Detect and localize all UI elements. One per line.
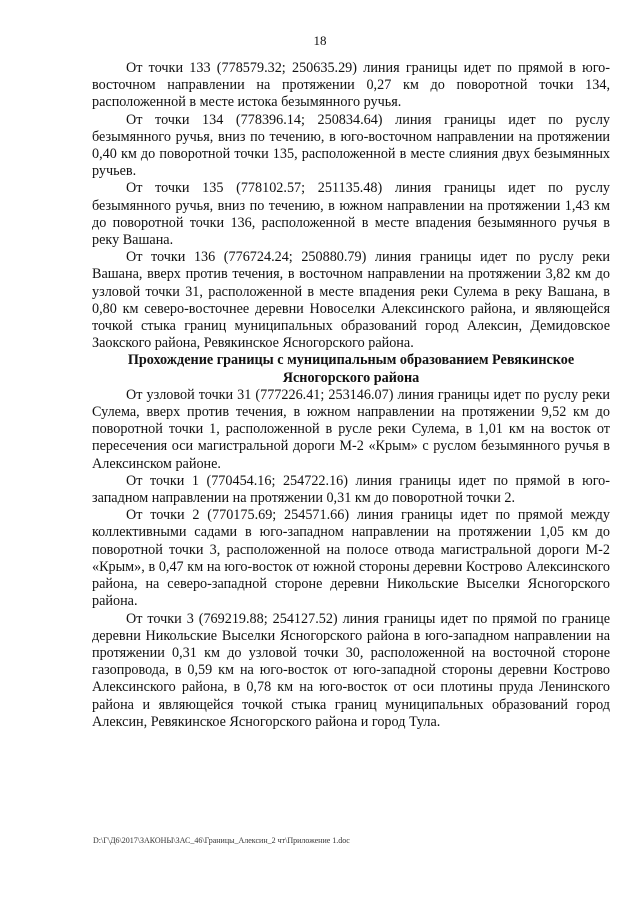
- paragraph-node-31: От узловой точки 31 (777226.41; 253146.07) линия границы идет по руслу реки Сулема, вверх против течения, в южном направлении на протяжении 9,52 км до поворотной точки 1, расположенной в русле реки Сулема, в 1,01 км на восток от пересечения оси магистральной дороги М-2 «Крым» с руслом безымянного ручья в Алексинском районе.: [92, 386, 610, 472]
- paragraph-point-136: От точки 136 (776724.24; 250880.79) линия границы идет по руслу реки Вашана, вверх против течения, в восточном направлении на протяжении 3,82 км до узловой точки 31, расположенной в месте впадения реки Сулема в реку Вашана, в 0,80 км северо-восточнее деревни Новоселки Алексинского района, и являющейся точкой стыка границ муниципальных образований город Алексин, Демидовское Заокского района, Ревякинское Ясногорского района.: [92, 249, 610, 352]
- document-body: [92, 60, 610, 731]
- paragraph-point-135: От точки 135 (778102.57; 251135.48) линия границы идет по руслу безымянного ручья, вниз по течению, в южном направлении на протяжении 1,43 км до поворотной точки 136, расположенной в месте впадения безымянного ручья в реку Вашана.: [92, 180, 610, 249]
- section-heading: Прохождение границы с муниципальным образованием Ревякинское Ясногорского района: [127, 352, 575, 386]
- paragraph-point-3: От точки 3 (769219.88; 254127.52) линия границы идет по прямой по границе деревни Никольские Выселки Ясногорского района в юго-западном направлении на протяжении 0,31 км до узловой точки 30, расположенной на восточной стороне газопровода, в 0,59 км на юго-восток от юго-западной стороны деревни Кострово Алексинского района, в 0,78 км на юго-восток от оси плотины пруда Ленинского района и являющейся точкой стыка границ муниципальных образований город Алексин, Ревякинское Ясногорского района и город Тула.: [92, 610, 610, 730]
- paragraph-point-1: От точки 1 (770454.16; 254722.16) линия границы идет по прямой в юго-западном направлении на протяжении 0,31 км до поворотной точки 2.: [92, 472, 610, 507]
- footer-file-path: D:\Г\Д6\2017\ЗАКОНЫ\ЗАС_46\Границы_Алексин_2 чт\Приложение 1.doc: [93, 836, 350, 845]
- page-number: 18: [313, 33, 327, 48]
- paragraph-point-2: От точки 2 (770175.69; 254571.66) линия границы идет по прямой между коллективными садами в юго-западном направлении на протяжении 1,05 км до поворотной точки 3, расположенной на полосе отвода магистральной дороги М-2 «Крым», в 0,47 км на юго-восток от южной стороны деревни Кострово Алексинского района, на северо-западной стороне деревни Никольские Выселки Ясногорского района.: [92, 507, 610, 610]
- paragraph-point-133: От точки 133 (778579.32; 250635.29) линия границы идет по прямой в юго-восточном направлении на протяжении 0,27 км до поворотной точки 134, расположенной в месте истока безымянного ручья.: [92, 60, 610, 111]
- paragraph-point-134: От точки 134 (778396.14; 250834.64) линия границы идет по руслу безымянного ручья, вниз по течению, в юго-восточном направлении на протяжении 0,40 км до поворотной точки 135, расположенной в месте слияния двух безымянных ручьев.: [92, 111, 610, 180]
